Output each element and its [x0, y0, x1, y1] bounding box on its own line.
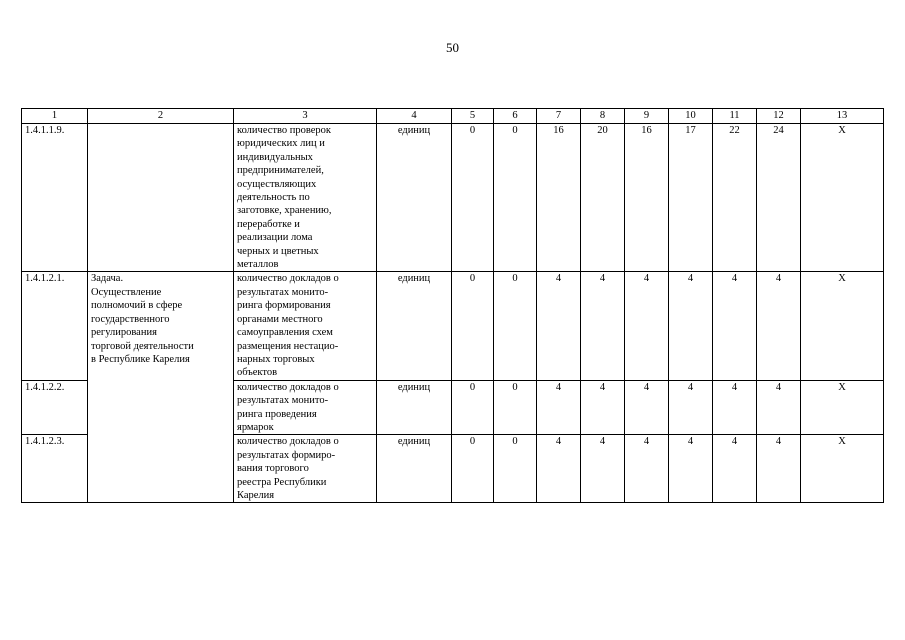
- column-header: 13: [801, 109, 884, 124]
- indicator-cell: количество докладов о результатах монито- ринга формирования органами местного самоуправления схем размещения нестацио- нарных торговых объектов: [234, 272, 377, 380]
- value-cell: 4: [581, 380, 625, 435]
- note-cell: X: [801, 435, 884, 503]
- note-cell: X: [801, 124, 884, 272]
- value-cell: 17: [669, 124, 713, 272]
- value-cell: 4: [669, 272, 713, 380]
- task-cell: Задача. Осуществление полномочий в сфере государственного регулирования торговой деятельности в Республике Карелия: [88, 272, 234, 503]
- column-header: 9: [625, 109, 669, 124]
- value-cell: 4: [669, 435, 713, 503]
- value-cell: 0: [452, 272, 494, 380]
- note-cell: X: [801, 380, 884, 435]
- value-cell: 0: [494, 435, 537, 503]
- value-cell: 4: [713, 272, 757, 380]
- value-cell: 16: [537, 124, 581, 272]
- value-cell: 4: [757, 380, 801, 435]
- table-row: [22, 124, 884, 272]
- value-cell: 0: [452, 435, 494, 503]
- value-cell: 0: [452, 124, 494, 272]
- value-cell: 4: [537, 272, 581, 380]
- column-header: 4: [377, 109, 452, 124]
- value-cell: 4: [625, 435, 669, 503]
- column-header: 7: [537, 109, 581, 124]
- indicator-cell: количество докладов о результатах монито- ринга проведения ярмарок: [234, 380, 377, 435]
- value-cell: 4: [757, 272, 801, 380]
- value-cell: 4: [581, 272, 625, 380]
- value-cell: 4: [757, 435, 801, 503]
- column-header: 11: [713, 109, 757, 124]
- row-code: 1.4.1.1.9.: [22, 124, 88, 272]
- value-cell: 24: [757, 124, 801, 272]
- column-header: 1: [22, 109, 88, 124]
- note-cell: X: [801, 272, 884, 380]
- value-cell: 0: [494, 272, 537, 380]
- value-cell: 20: [581, 124, 625, 272]
- value-cell: 4: [713, 435, 757, 503]
- row-code: 1.4.1.2.1.: [22, 272, 88, 380]
- task-cell: [88, 124, 234, 272]
- unit-cell: единиц: [377, 124, 452, 272]
- indicator-cell: количество докладов о результатах формиро- вания торгового реестра Республики Карелия: [234, 435, 377, 503]
- value-cell: 0: [494, 124, 537, 272]
- column-header: 10: [669, 109, 713, 124]
- column-header: 3: [234, 109, 377, 124]
- value-cell: 22: [713, 124, 757, 272]
- column-header: 12: [757, 109, 801, 124]
- table-row: [22, 272, 884, 380]
- row-code: 1.4.1.2.3.: [22, 435, 88, 503]
- indicators-table: [21, 108, 884, 503]
- value-cell: 4: [537, 380, 581, 435]
- value-cell: 0: [494, 380, 537, 435]
- header-row: [22, 109, 884, 124]
- unit-cell: единиц: [377, 272, 452, 380]
- value-cell: 4: [625, 272, 669, 380]
- column-header: 6: [494, 109, 537, 124]
- value-cell: 4: [537, 435, 581, 503]
- value-cell: 4: [581, 435, 625, 503]
- value-cell: 4: [625, 380, 669, 435]
- value-cell: 16: [625, 124, 669, 272]
- unit-cell: единиц: [377, 435, 452, 503]
- column-header: 2: [88, 109, 234, 124]
- value-cell: 4: [713, 380, 757, 435]
- value-cell: 0: [452, 380, 494, 435]
- indicator-cell: количество проверок юридических лиц и индивидуальных предпринимателей, осуществляющих деятельность по заготовке, хранению, переработке и реализации лома черных и цветных металлов: [234, 124, 377, 272]
- value-cell: 4: [669, 380, 713, 435]
- row-code: 1.4.1.2.2.: [22, 380, 88, 435]
- unit-cell: единиц: [377, 380, 452, 435]
- column-header: 8: [581, 109, 625, 124]
- page-number: 50: [446, 40, 459, 55]
- column-header: 5: [452, 109, 494, 124]
